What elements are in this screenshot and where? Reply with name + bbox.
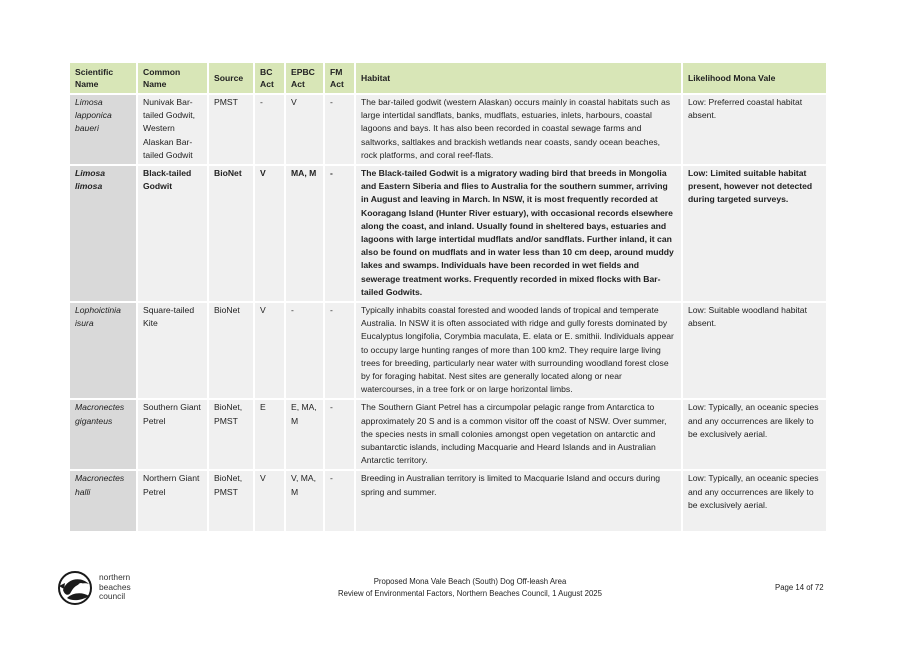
species-table	[70, 63, 828, 533]
table-row	[70, 470, 827, 532]
header-bc-act: BC Act	[254, 63, 285, 94]
likelihood-cell: Low: Preferred coastal habitat absent.	[682, 94, 827, 165]
scientific-name-cell: Limosa lapponica baueri	[70, 94, 137, 165]
common-name-cell: Southern Giant Petrel	[137, 399, 208, 470]
document-title-line: Proposed Mona Vale Beach (South) Dog Off-leash Area	[373, 577, 567, 586]
scientific-name-cell: Lophoictinia isura	[70, 302, 137, 399]
header-likelihood: Likelihood Mona Vale	[682, 63, 827, 94]
table-row	[70, 302, 827, 399]
table-row	[70, 399, 827, 470]
fm-act-cell: -	[324, 399, 355, 470]
likelihood-cell: Low: Suitable woodland habitat absent.	[682, 302, 827, 399]
source-cell: BioNet, PMST	[208, 399, 254, 470]
common-name-cell: Nunivak Bar-tailed Godwit, Western Alaskan Bar-tailed Godwit	[137, 94, 208, 165]
council-logo	[57, 570, 147, 606]
habitat-cell: Typically inhabits coastal forested and wooded lands of tropical and temperate Australia. In NSW it is often associated with ridge and gully forests dominated by Eucalyptus longifolia, Corymbia maculata, E. elata or E. smithii. Individuals appear to occupy large hunting ranges of more than 100 km2. They require large living trees for breeding, particularly near water with surrounding woodland forest close by for foraging habitat. Nest sites are generally located along or near watercourses, in a tree fork or on large horizontal limbs.	[355, 302, 682, 399]
epbc-act-cell: -	[285, 302, 324, 399]
page-footer	[0, 570, 915, 610]
header-scientific-name: Scientific Name	[70, 63, 137, 94]
nbc-logo-icon	[57, 570, 97, 606]
document-subtitle-line: Review of Environmental Factors, Northern Beaches Council, 1 August 2025	[338, 589, 602, 598]
habitat-cell: The bar-tailed godwit (western Alaskan) occurs mainly in coastal habitats such as large intertidal sandflats, banks, mudflats, estuaries, inlets, harbours, coastal lagoons and bays. It has also been recorded in coastal sewage farms and saltworks, saltlakes and brackish wetlands near coasts, sandy ocean beaches, rock platforms, and coral reef-flats.	[355, 94, 682, 165]
fm-act-cell: -	[324, 470, 355, 532]
source-cell: PMST	[208, 94, 254, 165]
logo-text	[99, 573, 131, 602]
bc-act-cell: V	[254, 302, 285, 399]
page-number: Page 14 of 72	[775, 583, 824, 592]
likelihood-cell: Low: Typically, an oceanic species and any occurrences are likely to be exclusively aerial.	[682, 470, 827, 532]
header-epbc-act: EPBC Act	[285, 63, 324, 94]
fm-act-cell: -	[324, 165, 355, 302]
bc-act-cell: V	[254, 165, 285, 302]
bc-act-cell: E	[254, 399, 285, 470]
common-name-cell: Black-tailed Godwit	[137, 165, 208, 302]
bc-act-cell: -	[254, 94, 285, 165]
source-cell: BioNet, PMST	[208, 470, 254, 532]
scientific-name-cell: Limosa limosa	[70, 165, 137, 302]
epbc-act-cell: E, MA, M	[285, 399, 324, 470]
habitat-cell: Breeding in Australian territory is limited to Macquarie Island and occurs during spring and summer.	[355, 470, 682, 532]
header-fm-act: FM Act	[324, 63, 355, 94]
habitat-cell: The Southern Giant Petrel has a circumpolar pelagic range from Antarctica to approximately 20 S and is a common visitor off the coast of NSW. Over summer, the species nests in small colonies amongst open vegetation on antarctic and subantarctic islands, including Macquarie and Heard Islands and in Australian Antarctic territory.	[355, 399, 682, 470]
likelihood-cell: Low: Limited suitable habitat present, however not detected during targeted surveys.	[682, 165, 827, 302]
likelihood-cell: Low: Typically, an oceanic species and any occurrences are likely to be exclusively aerial.	[682, 399, 827, 470]
fm-act-cell: -	[324, 94, 355, 165]
common-name-cell: Square-tailed Kite	[137, 302, 208, 399]
fm-act-cell: -	[324, 302, 355, 399]
scientific-name-cell: Macronectes giganteus	[70, 399, 137, 470]
logo-line: northern	[99, 572, 131, 582]
logo-line: beaches	[99, 581, 131, 592]
scientific-name-cell: Macronectes halli	[70, 470, 137, 532]
document-title	[300, 576, 640, 600]
epbc-act-cell: MA, M	[285, 165, 324, 302]
logo-line: council	[99, 591, 126, 602]
epbc-act-cell: V, MA, M	[285, 470, 324, 532]
table-row	[70, 165, 827, 302]
bc-act-cell: V	[254, 470, 285, 532]
header-habitat: Habitat	[355, 63, 682, 94]
source-cell: BioNet	[208, 165, 254, 302]
header-common-name: Common Name	[137, 63, 208, 94]
habitat-cell: The Black-tailed Godwit is a migratory wading bird that breeds in Mongolia and Eastern Siberia and flies to Australia for the southern summer, arriving in August and leaving in March. In NSW, it is most frequently recorded at Kooragang Island (Hunter River estuary), with occasional records elsewhere along the coast, and inland. Usually found in sheltered bays, estuaries and lagoons with large intertidal mudflats and/or sandflats. Further inland, it can also be found on mudflats and in water less than 10 cm deep, around muddy lakes and swamps. Individuals have been recorded in wet fields and sewerage treatment works. Frequently recorded in mixed flocks with Bar-tailed Godwits.	[355, 165, 682, 302]
source-cell: BioNet	[208, 302, 254, 399]
table-header-row	[70, 63, 827, 94]
common-name-cell: Northern Giant Petrel	[137, 470, 208, 532]
table-row	[70, 94, 827, 165]
header-source: Source	[208, 63, 254, 94]
epbc-act-cell: V	[285, 94, 324, 165]
